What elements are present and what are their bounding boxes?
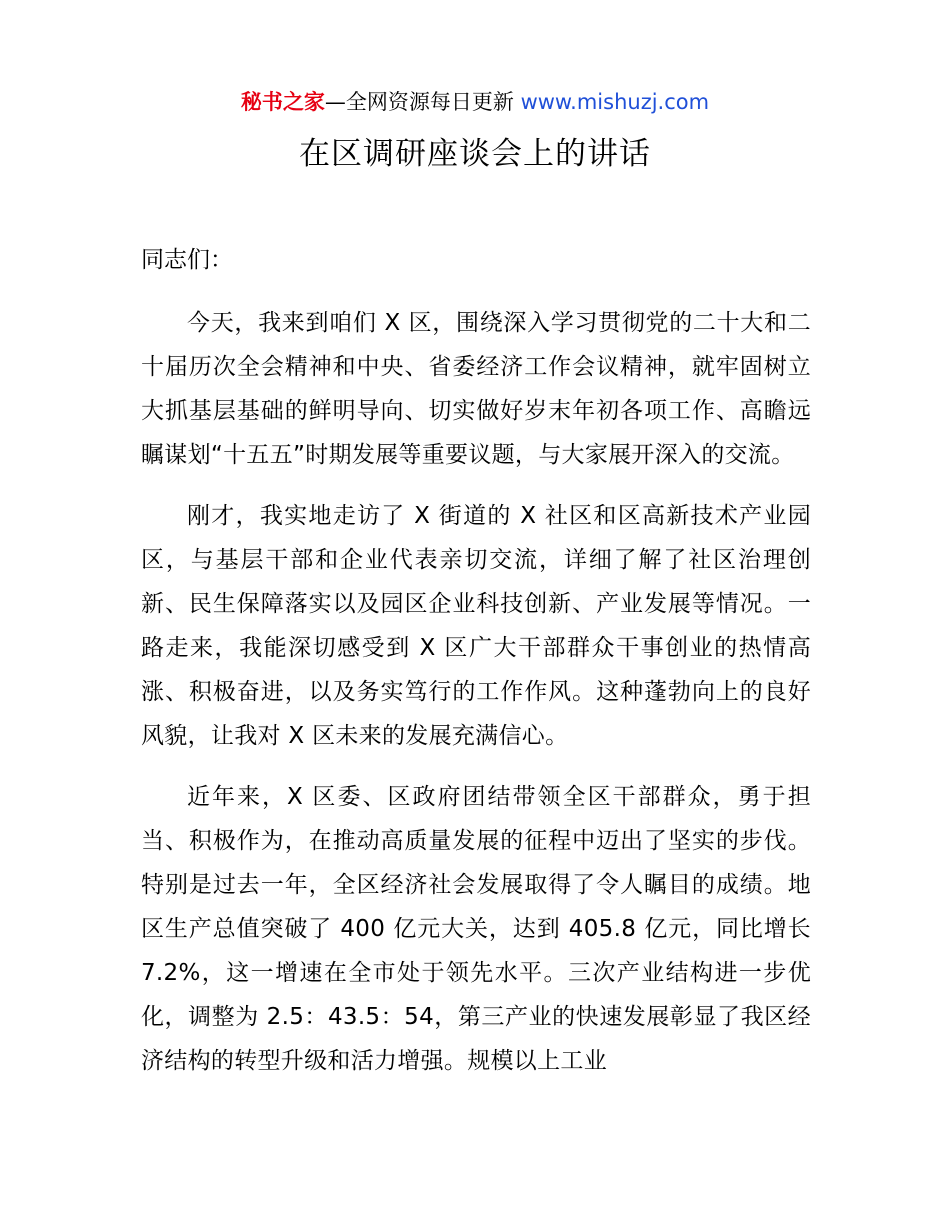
paragraph-2: 刚才，我实地走访了 X 街道的 X 社区和区高新技术产业园区，与基层干部和企业代表亲切交流，详细了解了社区治理创新、民生保障落实以及园区企业科技创新、产业发展等情况。一路走来，我能深切感受到 X 区广大干部群众干事创业的热情高涨、积极奋进，以及务实笃行的工作作风。这种蓬勃向上的良好风貌，让我对 X 区未来的发展充满信心。 (141, 503, 811, 749)
header-tagline: —全网资源每日更新 (324, 90, 521, 114)
paragraph-1: 今天，我来到咱们 X 区，围绕深入学习贯彻党的二十大和二十届历次全会精神和中央、省委经济工作会议精神，就牢固树立大抓基层基础的鲜明导向、切实做好岁末年初各项工作、高瞻远瞩谋划“十五五”时期发展等重要议题，与大家展开深入的交流。 (141, 310, 811, 468)
paragraph-3: 近年来，X 区委、区政府团结带领全区干部群众，勇于担当、积极作为，在推动高质量发展的征程中迈出了坚实的步伐。特别是过去一年，全区经济社会发展取得了令人瞩目的成绩。地区生产总值突破了 400 亿元大关，达到 405.8 亿元，同比增长 7.2%，这一增速在全市处于领先水平。三次产业结构进一步优化，调整为 2.5：43.5：54，第三产业的快速发展彰显了我区经济结构的转型升级和活力增强。规模以上工业 (141, 784, 811, 1074)
site-header (0, 86, 950, 118)
document-body (141, 238, 811, 1100)
brand-name: 秘书之家 (240, 90, 325, 114)
salutation: 同志们： (141, 247, 233, 273)
site-url-link[interactable]: www.mishuzj.com (520, 90, 710, 114)
document-title: 在区调研座谈会上的讲话 (299, 136, 651, 172)
